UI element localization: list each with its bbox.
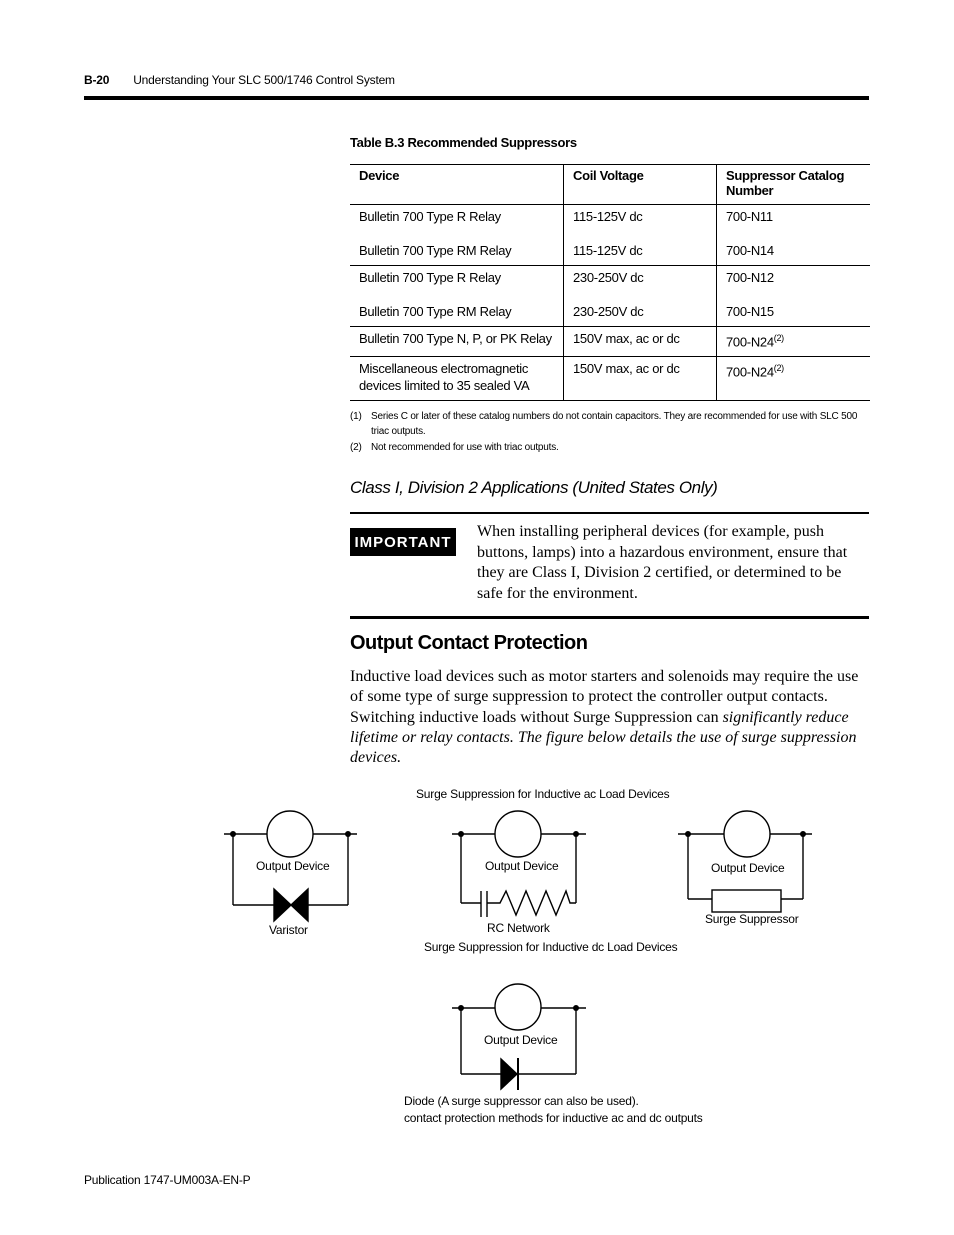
column-header-device: Device bbox=[350, 165, 564, 205]
footnote-text: Not recommended for use with triac outputs. bbox=[371, 442, 559, 453]
column-header-catalog-number: Suppressor Catalog Number bbox=[717, 165, 871, 205]
output-device-label: Output Device bbox=[485, 859, 559, 873]
voltage-text: 230-250V dc bbox=[573, 270, 644, 285]
header-title: Understanding Your SLC 500/1746 Control System bbox=[133, 73, 395, 87]
voltage-text: 115-125V dc bbox=[573, 243, 643, 258]
important-text: When installing peripheral devices (for example, push buttons, lamps) into a hazardous environment, ensure that they are Class I, Division 2 certified, or determined to be safe for the environment. bbox=[477, 523, 848, 602]
voltage-text: 230-250V dc bbox=[573, 304, 644, 319]
footnote-ref: (2) bbox=[773, 363, 784, 374]
diode-label: Diode (A surge suppressor can also be used). bbox=[404, 1094, 639, 1108]
paragraph-plain: Inductive load devices such as motor starters and solenoids may require the use of some type of surge suppression to protect the controller output contacts. Switching inductive loads without Surge Suppression can bbox=[350, 668, 859, 726]
device-text: Bulletin 700 Type R Relay bbox=[359, 270, 501, 285]
page-number: B-20 bbox=[84, 73, 110, 87]
voltage-cell: 150V max, ac or dc bbox=[564, 327, 717, 357]
device-text: Bulletin 700 Type R Relay bbox=[359, 209, 501, 224]
class-division-heading: Class I, Division 2 Applications (United States Only) bbox=[350, 478, 718, 497]
output-device-label: Output Device bbox=[711, 861, 785, 875]
voltage-text: 115-125V dc bbox=[573, 209, 643, 224]
device-cell: Bulletin 700 Type N, P, or PK Relay bbox=[350, 327, 564, 357]
important-label: IMPORTANT bbox=[350, 528, 456, 556]
page-footer: Publication 1747-UM003A-EN-P bbox=[84, 1173, 251, 1187]
footnote-number: (2) bbox=[350, 442, 362, 453]
figure-dc-title: Surge Suppression for Inductive dc Load Devices bbox=[424, 940, 678, 954]
footnote-text: Series C or later of these catalog numbers do not contain capacitors. They are recommended for use with SLC 500 triac outputs. bbox=[371, 411, 858, 437]
column-header-coil-voltage: Coil Voltage bbox=[564, 165, 717, 205]
device-cell: Miscellaneous electromagnetic devices limited to 35 sealed VA bbox=[350, 357, 564, 401]
surge-suppressor-icon bbox=[712, 890, 781, 912]
catalog-text: 700-N11 bbox=[726, 209, 773, 224]
catalog-text: 700-N14 bbox=[726, 243, 774, 258]
diode-icon bbox=[501, 1059, 517, 1089]
device-text: Bulletin 700 Type RM Relay bbox=[359, 243, 512, 258]
table-caption: Table B.3 Recommended Suppressors bbox=[350, 135, 577, 150]
surge-suppressor-label: Surge Suppressor bbox=[705, 912, 799, 926]
section-heading: Output Contact Protection bbox=[350, 632, 588, 654]
voltage-cell: 150V max, ac or dc bbox=[564, 357, 717, 401]
device-text: Bulletin 700 Type RM Relay bbox=[359, 304, 512, 319]
output-device-label: Output Device bbox=[256, 859, 330, 873]
footnote-ref: (2) bbox=[773, 333, 784, 343]
footnote-number: (1) bbox=[350, 411, 362, 422]
varistor-label: Varistor bbox=[269, 923, 308, 937]
output-device-label: Output Device bbox=[484, 1033, 558, 1047]
catalog-text: 700-N12 bbox=[726, 270, 774, 285]
figure-caption: contact protection methods for inductive ac and dc outputs bbox=[404, 1111, 703, 1125]
figure-ac-title: Surge Suppression for Inductive ac Load Devices bbox=[416, 787, 670, 801]
varistor-icon bbox=[274, 889, 291, 921]
catalog-text: 700-N24 bbox=[726, 334, 774, 350]
catalog-text: 700-N15 bbox=[726, 304, 774, 319]
catalog-text: 700-N24 bbox=[726, 364, 774, 380]
rc-network-label: RC Network bbox=[487, 921, 550, 935]
paragraph-italic: significantly reduce lifetime or relay contacts. The figure below details the use of surge suppression devices. bbox=[350, 708, 857, 767]
resistor-icon bbox=[487, 891, 576, 915]
